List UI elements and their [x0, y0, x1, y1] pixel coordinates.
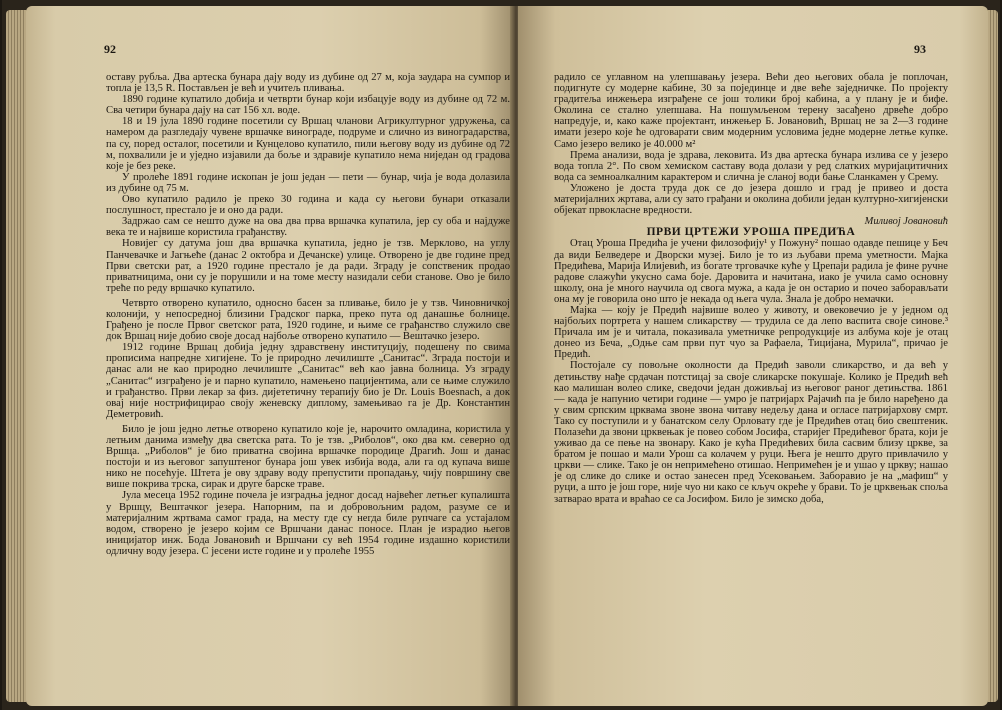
left-page — [26, 6, 514, 706]
paragraph: Мајка — коју је Предић највише волео у животу, и овековечио је у једном од најбољих портрета у нашем сликарству — трудила се да лепо васпита своје синове.³ Причала им је и читала, показивала уметничке репродукције из албума које је отац донео из Беча, „Одње сам први пут чуо за Рафаела, Тицијана, Мурила“, причао је Предић. — [554, 304, 948, 361]
paragraph: Према анализи, вода је здрава, лековита. Из два артеска бунара излива се у језеро вода топла 2°. По свом хемиском саставу вода долази у ред слатких муријацитичних вода са земноалкалним карактером и слична је сланој води бање Сланкамен у Срему. — [554, 149, 948, 183]
left-page-number: 92 — [104, 42, 116, 56]
paragraph: Јула месеца 1952 године почела је изградња једног досад највећег летњег купалишта у Вршцу, Вештачког језера. Напорним, па и добровољним радом, разуме се и материјалним жртвама самог града, на месту где су негда биле рупчаге са устајалом водом, створено је језеро којим се Вршчани данас поносе. План је израдио његов иницијатор инж. Бода Јовановић и Вршчани су већ 1954 године издашно користили одличну воду језера. С јесени исте године и у пролеће 1955 — [106, 490, 510, 557]
paragraph: Отац Уроша Предића је учени филозофију¹ у Пожуну² пошао одавде пешице у Беч да види Белведере и Дворски музеј. Било је то из љубави према уметности. Мајка Предићева, Марија Илијевић, из богате трговачке куће у Црепаји радила је фине ручне радове слажући укусно сама боје. Даровита и начитана, иако је учила само основну школу, она је много научила од свога мужа, а када је он остарио и почео заборављати она му је говорила оно што је некада од њега чула. Знала је добро немачки. — [554, 238, 948, 305]
author-signature: Миливој Јовановић — [864, 216, 948, 228]
right-page-number: 93 — [914, 42, 926, 56]
paragraph: Уложено је доста труда док се до језера дошло и град је привео и доста материјалних жртава, али су зато грађани и околина добили један културно-хигијенски објекат првокласне вредности. — [554, 182, 948, 217]
paragraph: оставу рубља. Два артеска бунара дају воду из дубине од 27 м, која заудара на сумпор и топла је 13,5 R. Постављен је већ и учитељ пливања. — [106, 72, 510, 95]
paragraph: 18 и 19 јула 1890 године посетили су Вршац чланови Агрикултурног удружења, са намером да разгледају чувене вршачке винограде, подруме и слично из виноградарства, па су, поред осталог, посетили и Кунцелово купатило, пили његову воду из дубине од 72 м, похвалили је и уједно изјавили да боље и здравије купатило нема ниједан од градова које је без реке. — [106, 116, 510, 172]
paragraph: Било је још једно летње отворено купатило које је, нарочито омладина, користила у летњим данима између два светска рата. То је тзв. „Риболов“, око два км. северно од Вршца. „Риболов“ је био приватна својина вршачке породице Драгић. Још и данас постоји и из његовог запуштеног бунара још увек избија вода, али га од купача више нико не посећује. Штета је ову здраву воду препустити пропадању, чију површину све више покрива трска, сирак и друге барске траве. — [106, 423, 510, 491]
paragraph: радило се углавном на улепшавању језера. Већи део његових обала је поплочан, подигнуте су модерне кабине, 30 за појединце и две веће заједничке. По пројекту градитеља инжењера изграђене се још толики број кабина, а у плану је и бифе. Околина се стално улепшава. На пошумљеном терену засађено дрвеће добро напредује, и, како каже пројектант, инжењер Б. Јовановић, Вршац не за 2—3 године имати језеро које ће одговарати свим модерним условима једне модерне летње купке. Само језеро велико је 40.000 м² — [554, 72, 948, 150]
right-page-text — [554, 72, 948, 505]
paragraph: 1912 године Вршац добија једну здравствену институцију, подешену по свима прописима напредне хигијене. То је природно лечилиште „Санитас“. Зграда постоји и данас али не као природно лечилиште „Санитас“ већ као јавна болница. Уз зграду „Санитас“ изграђено је и парно купатило, намењено пацијентима, али се њиме служило и грађанство. Први лекар за физ. дијететичну терапију био је Dr. Louis Boesnach, а док овај није нострифицирао своју женевску диплому, замењивао га је Др. Константин Деметровић. — [106, 342, 510, 420]
left-page-edges — [6, 10, 28, 702]
paragraph: У пролеће 1891 године ископан је још један — пети — бунар, чија је вода долазила из дубине од 75 м. — [106, 171, 510, 194]
paragraph: Постојале су повољне околности да Предић заволи сликарство, и да већ у детињству нађе срдачан потстицај за своје сликарске покушаје. Колико је Предић већ као малишан волео слике, сведочи један доживљај из његовог раног детињства. 1861 — када је напунио четири године — умро је патријарх Рајачић па је било наређено да у свим српским црквама звоне звона читаву недељу дана и огласе патријархову смрт. Тако су поступили и у банатском селу Орловату где је Предићев отац био свештеник. Полазећи да звони црквењак је повео собом Јосифа, старијег Предићевог брата, који је уживао да се пење на звонару. Како је кућа Предићевих била сасвим близу цркве, за братом је пошао и мали Урош са колачем у руци. Њега је нешто друго привлачило у цркви — слике. Тако је он непримећено отишао. Непримећен је и ушао у цркву; нашао је од слике до слике и остао занесен пред Усековањем. Заборавио је на „мафиш“ у руци, а што је још горе, није чуо ни како се кључ окреће у брави. То је црквењак споља затварао врата и враћао се са Јосифом. Било је зимско доба, — [554, 360, 948, 505]
paragraph: 1890 године купатило добија и четврти бунар који избацује воду из дубине од 72 м. Сва четири бунара дају на сат 156 хл. воде. — [106, 94, 510, 117]
left-page-text — [106, 72, 510, 557]
paragraph: Новијег су датума још два вршачка купатила, једно је тзв. Мерклово, на углу Панчевачке и Јагњеће (данас 2 октобра и Дечанске) улице. Отворено је две године пред Први светски рат, а 1920 године престало је да ради. Зграду је сопственик продао приватницима, они су је порушили и на томе месту назидали себи станове. Ово је било треће по реду вршачко купатило. — [106, 238, 510, 294]
paragraph: Ово купатило радило је преко 30 година и када су његови бунари отказали послушност, престало је и оно да ради. — [106, 194, 510, 217]
right-page — [518, 6, 988, 706]
paragraph: Четврто отворено купатило, односно басен за пливање, било је у тзв. Чиновничкој колонији, у непосредној близини Градског парка, преко пута од данашње болнице. Грађено је после Првог светског рата, 1920 године, и њиме се грађанство служило све док Вршац није добио своје досад најбоље отворено купатило — Вештачко језеро. — [106, 297, 510, 343]
article-heading: ПРВИ ЦРТЕЖИ УРОША ПРЕДИЋА — [646, 226, 856, 239]
paragraph: Задржао сам се нешто дуже на ова два прва вршачка купатила, јер су оба и најдуже века те и највише користила грађанству. — [106, 216, 510, 239]
book-spread — [2, 0, 1000, 710]
